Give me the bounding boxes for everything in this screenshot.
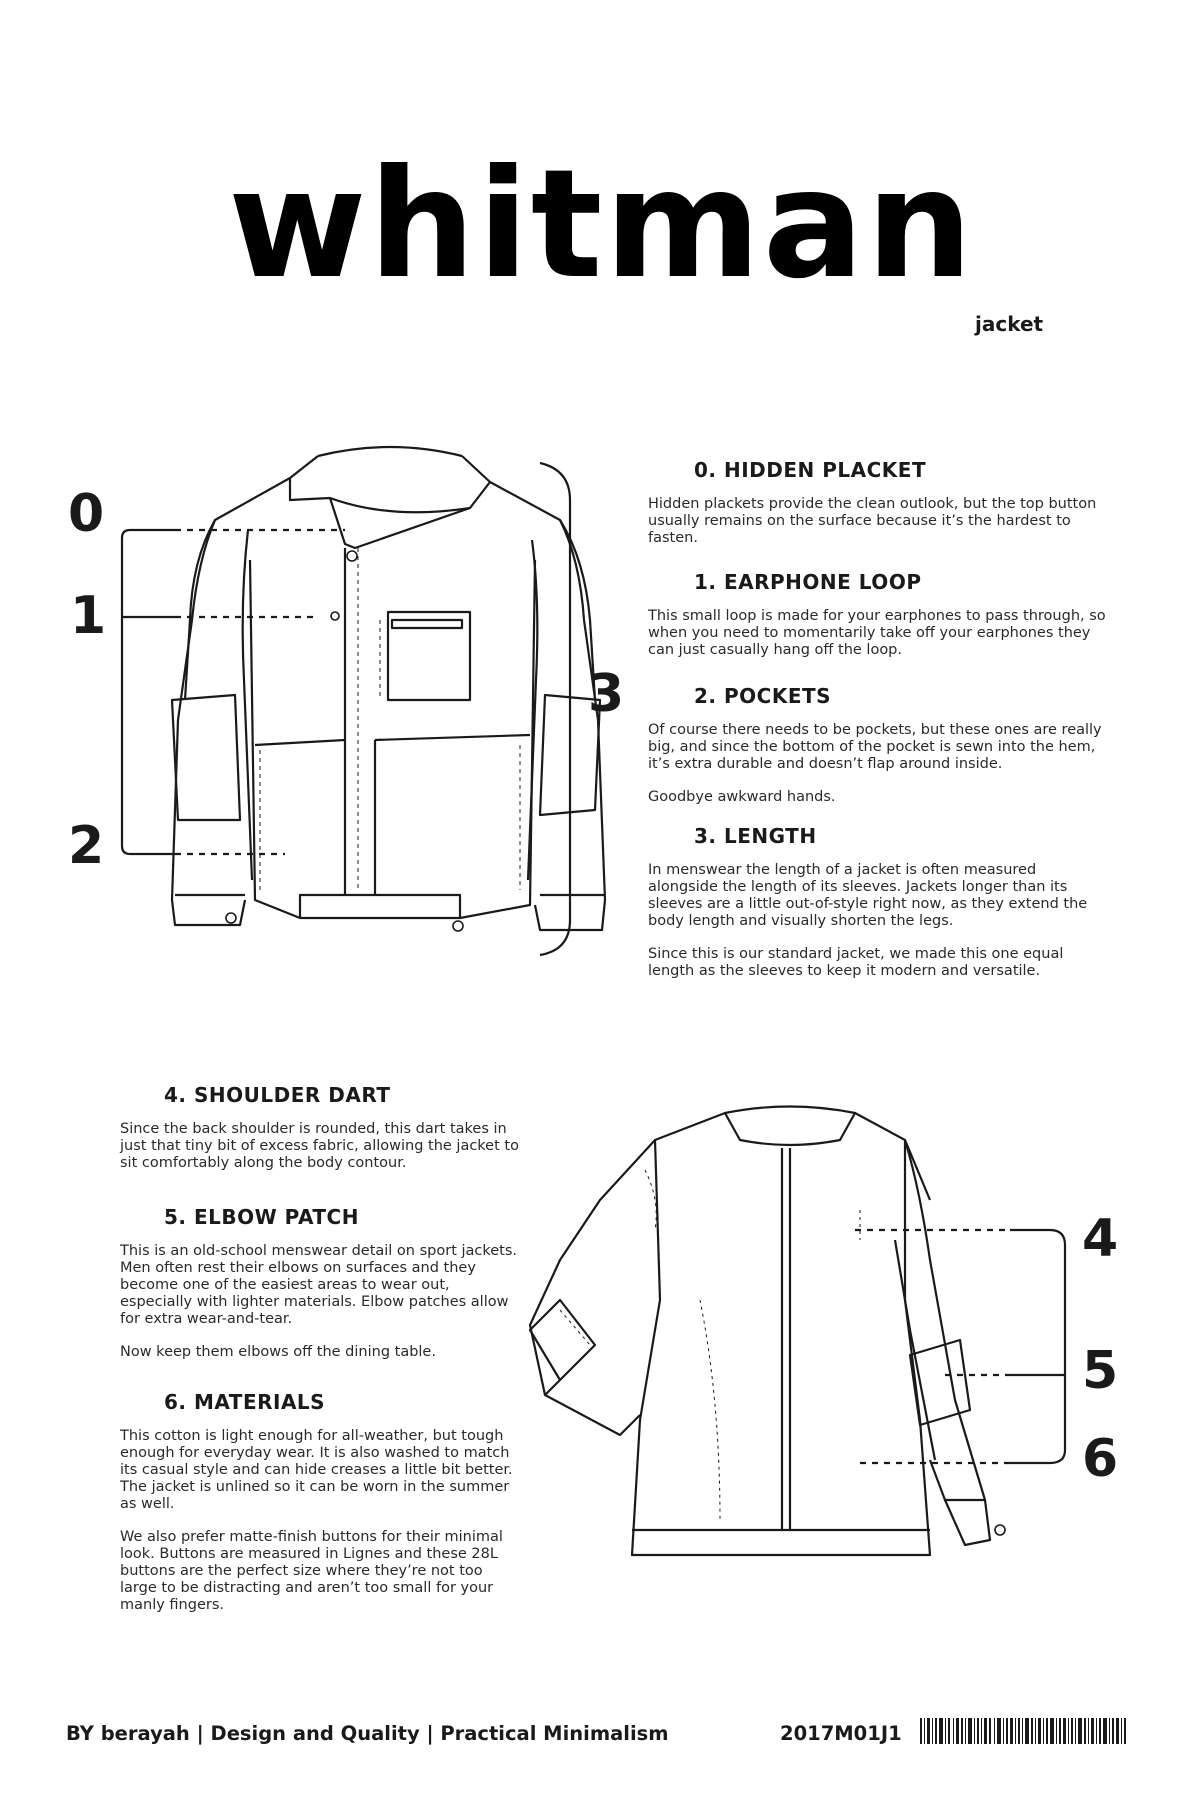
marker-5: 5	[1082, 1341, 1119, 1401]
section-text: This small loop is made for your earphones to pass through, so when you need to momentarily take off your earphones they can just casually hang off the loop.	[648, 608, 1106, 658]
section-text: Now keep them elbows off the dining table.	[120, 1344, 436, 1360]
section-heading: 6. MATERIALS	[164, 1390, 326, 1414]
marker-3: 3	[588, 664, 625, 724]
section-text: This is an old-school menswear detail on sport jackets. Men often rest their elbows on surfaces and they become one of the easiest areas to wear out, especially with lighter materials. Elbow patches allow for extra wear-and-tear.	[120, 1243, 518, 1327]
section-text: We also prefer matte-finish buttons for their minimal look. Buttons are measured in Lignes and these 28L buttons are the perfect size where they’re not too large to be distracting and aren’t too small for your manly fingers.	[120, 1529, 503, 1613]
barcode-icon	[920, 1718, 1130, 1744]
marker-2: 2	[68, 816, 105, 876]
section-text: This cotton is light enough for all-weather, but tough enough for everyday wear. It is also washed to match its casual style and can hide creases a little bit better. The jacket is unlined so it can be worn in the summer as well.	[120, 1428, 513, 1512]
section-heading: 2. POCKETS	[694, 684, 832, 708]
footer-brand-line: BY berayah | Design and Quality | Practical Minimalism	[66, 1722, 669, 1745]
section-heading: 4. SHOULDER DART	[164, 1083, 391, 1107]
section-heading: 1. EARPHONE LOOP	[694, 570, 922, 594]
section-text: Goodbye awkward hands.	[648, 789, 836, 805]
page-subtitle: jacket	[975, 312, 1044, 336]
product-code: 2017M01J1	[780, 1722, 902, 1745]
section-heading: 0. HIDDEN PLACKET	[694, 458, 927, 482]
section-heading: 5. ELBOW PATCH	[164, 1205, 359, 1229]
section-heading: 3. LENGTH	[694, 824, 817, 848]
page-title: whitman	[228, 138, 975, 312]
section-text: Since the back shoulder is rounded, this dart takes in just that tiny bit of excess fabric, allowing the jacket to sit comfortably along the body contour.	[120, 1121, 519, 1171]
marker-6: 6	[1082, 1429, 1119, 1489]
marker-4: 4	[1082, 1209, 1119, 1269]
section-text: In menswear the length of a jacket is often measured alongside the length of its sleeves. Jackets longer than its sleeves are a little out-of-style right now, as they extend the body length and visually shorten the legs.	[648, 862, 1088, 929]
section-text: Since this is our standard jacket, we made this one equal length as the sleeves to keep it modern and versatile.	[648, 946, 1064, 979]
section-text: Hidden plackets provide the clean outlook, but the top button usually remains on the surface because it’s the hardest to fasten.	[648, 496, 1097, 546]
marker-1: 1	[70, 586, 107, 646]
section-text: Of course there needs to be pockets, but these ones are really big, and since the bottom of the pocket is sewn into the hem, it’s extra durable and doesn’t flap around inside.	[648, 722, 1102, 772]
marker-0: 0	[68, 484, 105, 544]
